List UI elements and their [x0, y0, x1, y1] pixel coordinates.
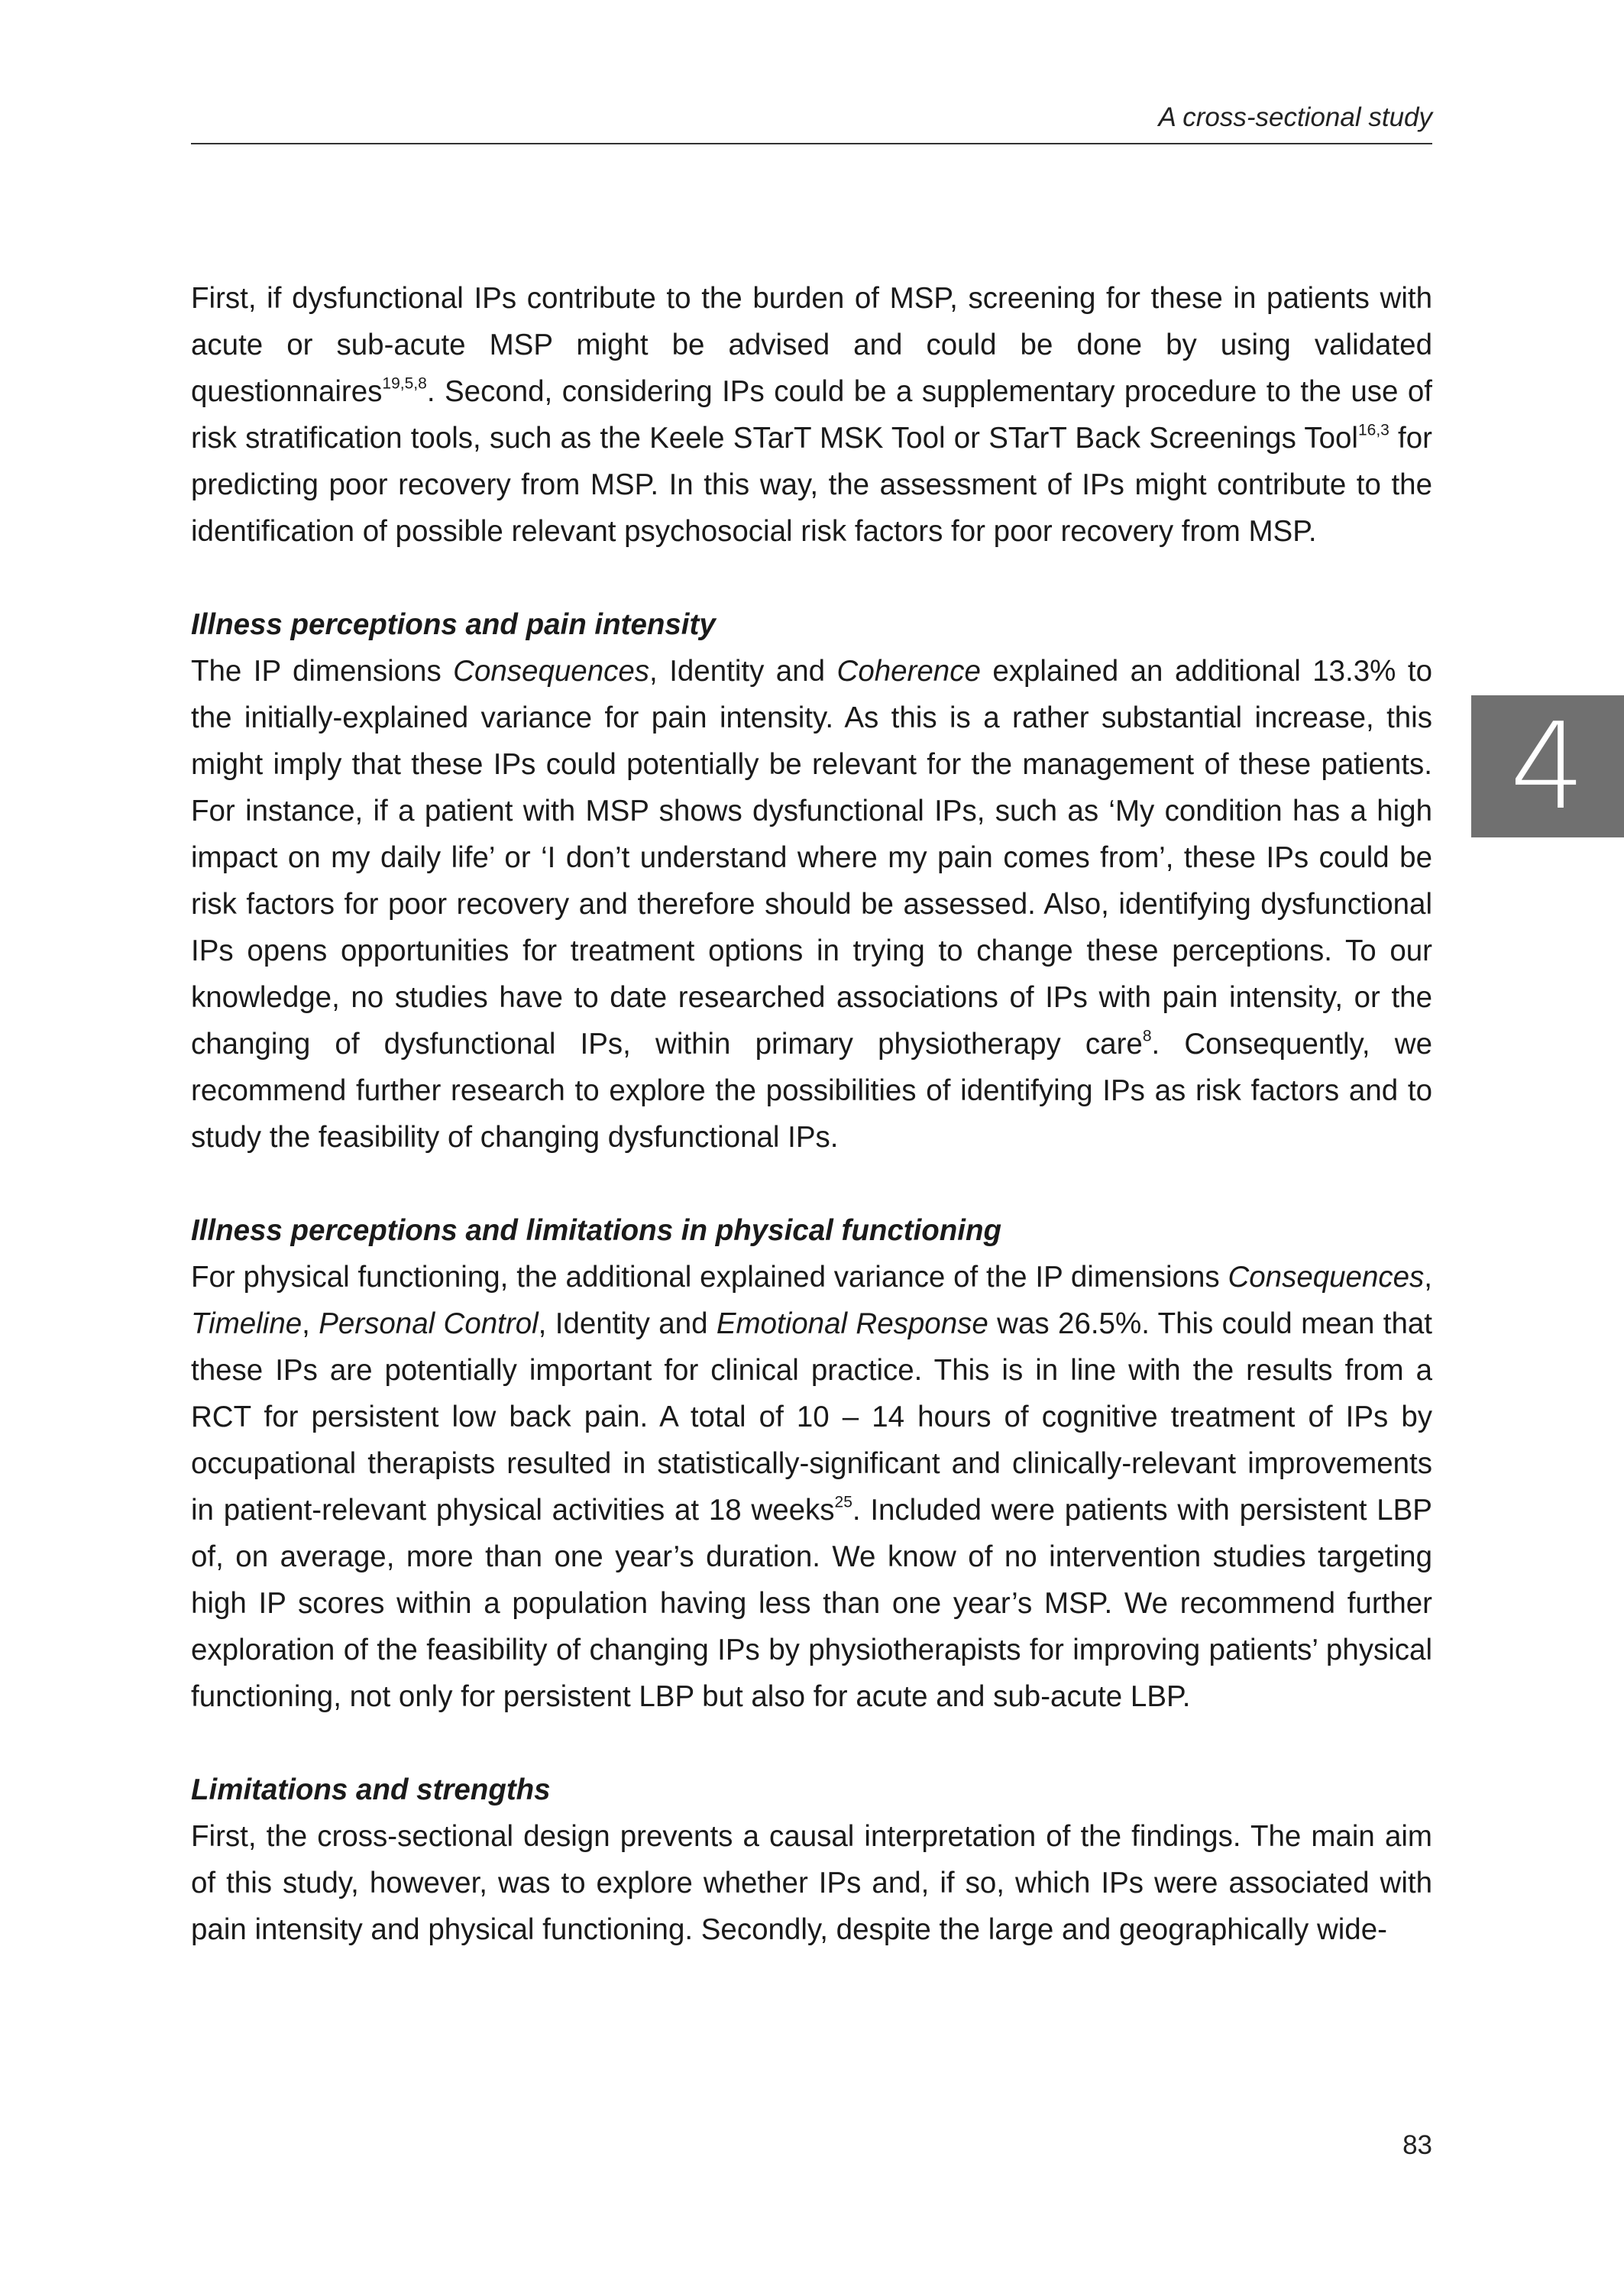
text-run: , Identity and: [538, 1307, 717, 1340]
italic-term: Personal Control: [319, 1307, 539, 1340]
chapter-tab: [1471, 695, 1624, 837]
page-number: 83: [1402, 2130, 1432, 2160]
text-run: , Identity and: [649, 655, 837, 688]
text-run: . Included were patients with persistent LBP of, on average, more than one year’s duration. We know of no intervention studies targeting high IP scores within a population having less than one year’s MSP. We recommend further exploration of the feasibility of changing IPs by physiotherapists for improving patients’ physical functioning, not only for persistent LBP but also for acute and sub-acute LBP.: [191, 1494, 1432, 1713]
pain-intensity-paragraph: [191, 648, 1432, 1161]
citation: 19,5,8: [382, 374, 427, 393]
text-run: ,: [302, 1307, 319, 1340]
text-run: For physical functioning, the additional explained variance of the IP dimensions: [191, 1261, 1228, 1294]
citation: 25: [834, 1493, 852, 1511]
citation: 16,3: [1357, 421, 1389, 439]
italic-term: Timeline: [191, 1307, 302, 1340]
chapter-number: 4: [1509, 697, 1586, 836]
text-run: First, the cross-sectional design prevents a causal interpretation of the findings. The main aim of this study, however, was to explore whether IPs and, if so, which IPs were associated with pain intensity and physical functioning. Secondly, despite the large and geographically wide-: [191, 1820, 1432, 1946]
text-run: for predicting poor recovery from MSP. In this way, the assessment of IPs might contribute to the identification of possible relevant psychosocial risk factors for poor recovery from MSP.: [191, 422, 1432, 548]
italic-term: Emotional Response: [716, 1307, 988, 1340]
italic-term: Consequences: [1228, 1261, 1425, 1294]
header-rule: [191, 143, 1432, 144]
limitations-paragraph: [191, 1813, 1432, 1953]
italic-term: Consequences: [453, 655, 650, 688]
physical-functioning-paragraph: [191, 1254, 1432, 1720]
text-run: explained an additional 13.3% to the initially-explained variance for pain intensity. As this is a rather substantial increase, this might imply that these IPs could potentially be relevant for the management of these patients. For instance, if a patient with MSP shows dysfunctional IPs, such as ‘My condition has a high impact on my daily life’ or ‘I don’t understand where my pain comes from’, these IPs could be risk factors for poor recovery and therefore should be assessed. Also, identifying dysfunctional IPs opens opportunities for treatment options in trying to change these perceptions. To our knowledge, no studies have to date researched associations of IPs with pain intensity, or the changing of dysfunctional IPs, within primary physiotherapy care: [191, 655, 1432, 1061]
section-heading-pain-intensity: Illness perceptions and pain intensity: [191, 608, 716, 641]
intro-paragraph: [191, 275, 1432, 555]
text-run: . Second, considering IPs could be a supplementary procedure to the use of risk stratification tools, such as the Keele STarT MSK Tool or STarT Back Screenings Tool: [191, 375, 1432, 455]
text-run: . Consequently, we recommend further research to explore the possibilities of identifying IPs as risk factors and to study the feasibility of changing dysfunctional IPs.: [191, 1028, 1432, 1154]
section-heading-physical-functioning: Illness perceptions and limitations in physical functioning: [191, 1214, 1002, 1247]
text-run: was 26.5%. This could mean that these IPs are potentially important for clinical practice. This is in line with the results from a RCT for persistent low back pain. A total of 10 – 14 hours of cognitive treatment of IPs by occupational therapists resulted in statistically-significant and clinically-relevant improvements in patient-relevant physical activities at 18 weeks: [191, 1307, 1432, 1527]
text-run: The IP dimensions: [191, 655, 454, 688]
italic-term: Coherence: [836, 655, 981, 688]
text-run: ,: [1424, 1261, 1432, 1294]
body-text: [191, 275, 1432, 1953]
citation: 8: [1142, 1027, 1152, 1045]
running-header: A cross-sectional study: [1158, 102, 1432, 132]
text-run: First, if dysfunctional IPs contribute to the burden of MSP, screening for these in patients with acute or sub-acute MSP might be advised and could be done by using validated questionnaires: [191, 282, 1432, 408]
section-heading-limitations: Limitations and strengths: [191, 1773, 551, 1806]
